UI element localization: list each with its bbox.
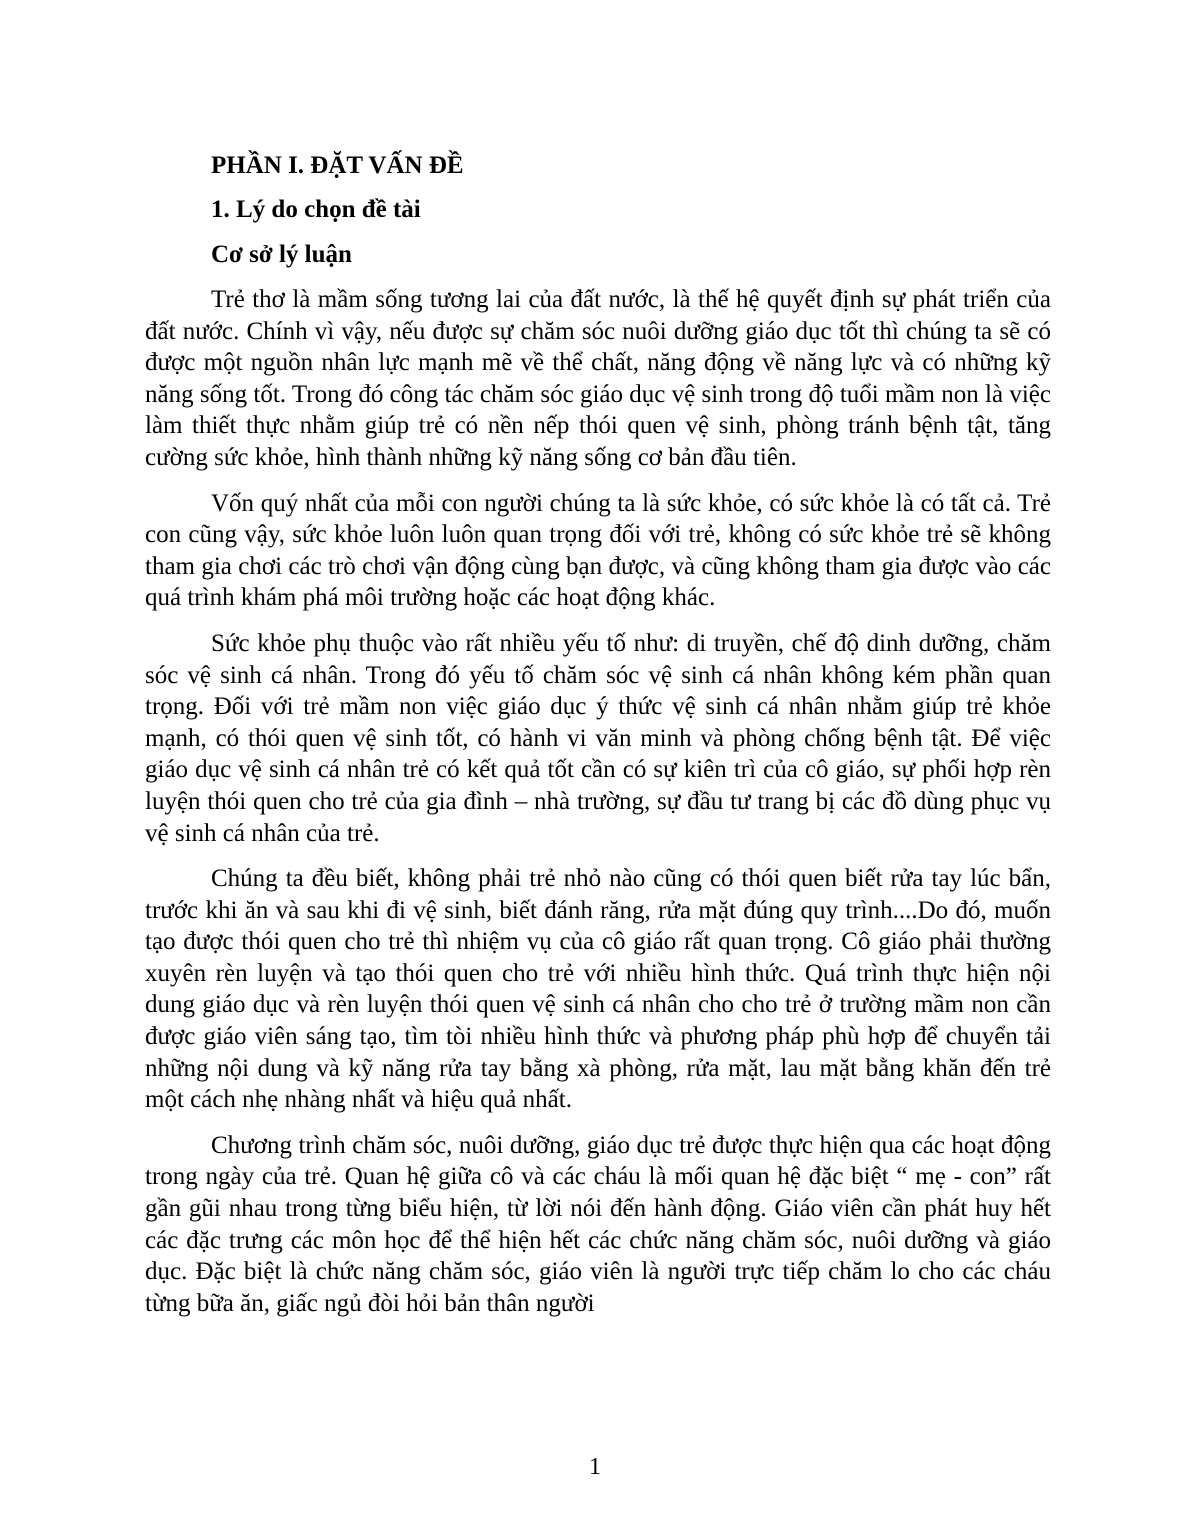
document-page — [145, 150, 1051, 1333]
part-title: PHẦN I. ĐẶT VẤN ĐỀ — [211, 152, 464, 179]
page-number: 1 — [589, 1454, 601, 1480]
paragraph: Sức khỏe phụ thuộc vào rất nhiều yếu tố như: di truyền, chế độ dinh dưỡng, chăm sóc vệ sinh cá nhân. Trong đó yếu tố chăm sóc vệ sinh cá nhân không kém phần quan trọng. Đối với trẻ mầm non việc giáo dục ý thức vệ sinh cá nhân nhằm giúp trẻ khỏe mạnh, có thói quen vệ sinh tốt, có hành vi văn minh và phòng chống bệnh tật. Để việc giáo dục vệ sinh cá nhân trẻ có kết quả tốt cần có sự kiên trì của cô giáo, sự phối hợp rèn luyện thói quen cho trẻ của gia đình – nhà trường, sự đầu tư trang bị các đồ dùng phục vụ vệ sinh cá nhân của trẻ. — [145, 629, 1051, 847]
paragraph: Vốn quý nhất của mỗi con người chúng ta là sức khỏe, có sức khỏe là có tất cả. Trẻ con cũng vậy, sức khỏe luôn luôn quan trọng đối với trẻ, không có sức khỏe trẻ sẽ không tham gia chơi các trò chơi vận động cùng bạn được, và cũng không tham gia được vào các quá trình khám phá môi trường hoặc các hoạt động khác. — [145, 489, 1051, 612]
section-title: 1. Lý do chọn đề tài — [211, 196, 421, 223]
subsection-title: Cơ sở lý luận — [211, 241, 352, 268]
paragraph: Chúng ta đều biết, không phải trẻ nhỏ nào cũng có thói quen biết rửa tay lúc bẩn, trước khi ăn và sau khi đi vệ sinh, biết đánh răng, rửa mặt đúng quy trình....Do đó, muốn tạo được thói quen cho trẻ thì nhiệm vụ của cô giáo rất quan trọng. Cô giáo phải thường xuyên rèn luyện và tạo thói quen cho trẻ với nhiều hình thức. Quá trình thực hiện nội dung giáo dục và rèn luyện thói quen vệ sinh cá nhân cho cho trẻ ở trường mầm non cần được giáo viên sáng tạo, tìm tòi nhiều hình thức và phương pháp phù hợp để chuyển tải những nội dung và kỹ năng rửa tay bằng xà phòng, rửa mặt, lau mặt bằng khăn đến trẻ một cách nhẹ nhàng nhất và hiệu quả nhất. — [145, 865, 1051, 1114]
paragraph: Trẻ thơ là mầm sống tương lai của đất nước, là thế hệ quyết định sự phát triển của đất nước. Chính vì vậy, nếu được sự chăm sóc nuôi dưỡng giáo dục tốt thì chúng ta sẽ có được một nguồn nhân lực mạnh mẽ về thể chất, năng động về năng lực và có những kỹ năng sống tốt. Trong đó công tác chăm sóc giáo dục vệ sinh trong độ tuổi mầm non là việc làm thiết thực nhằm giúp trẻ có nền nếp thói quen vệ sinh, phòng tránh bệnh tật, tăng cường sức khỏe, hình thành những kỹ năng sống cơ bản đầu tiên. — [145, 286, 1051, 471]
paragraph: Chương trình chăm sóc, nuôi dưỡng, giáo dục trẻ được thực hiện qua các hoạt động trong ngày của trẻ. Quan hệ giữa cô và các cháu là mối quan hệ đặc biệt “ mẹ - con” rất gần gũi nhau trong từng biểu hiện, từ lời nói đến hành động. Giáo viên cần phát huy hết các đặc trưng các môn học để thể hiện hết các chức năng chăm sóc, nuôi dưỡng và giáo dục. Đặc biệt là chức năng chăm sóc, giáo viên là người trực tiếp chăm lo cho các cháu từng bữa ăn, giấc ngủ đòi hỏi bản thân người — [145, 1131, 1051, 1317]
